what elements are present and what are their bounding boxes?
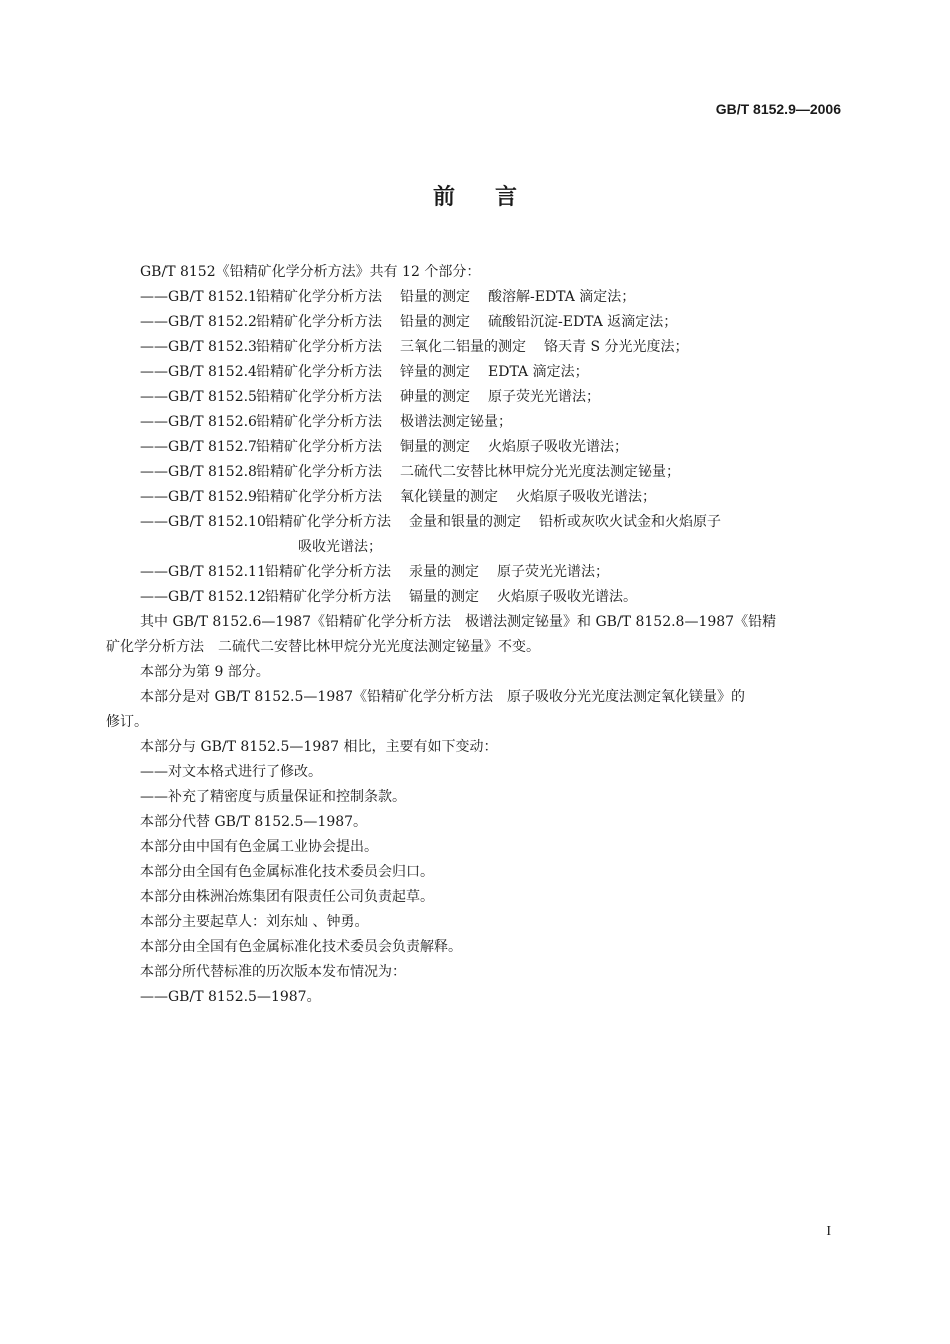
part-segment: 酸溶解-EDTA 滴定法； [488,289,636,305]
part-segment: 铅精矿化学分析方法 [256,439,382,455]
part-code: ——GB/T 8152.12 [140,589,266,605]
part-segment: 铅精矿化学分析方法 [256,339,382,355]
document-body [106,260,842,1010]
part-segment: 原子荧光光谱法； [488,389,600,405]
page-number: I [826,1224,831,1239]
part-code: ——GB/T 8152.1 [140,289,257,305]
part-segment: 铅量的测定 [400,289,470,305]
part-segment: 铬天青 S 分光光度法； [544,339,689,355]
part-code: ——GB/T 8152.6 [140,414,257,430]
list-item [106,385,842,410]
standard-number: GB/T 8152.9—2006 [715,101,841,117]
list-item [106,285,842,310]
part-code: ——GB/T 8152.11 [140,564,266,580]
part-code: ——GB/T 8152.9 [140,489,257,505]
page-title: 前言 [432,185,557,210]
list-item [106,410,842,435]
part-code: ——GB/T 8152.5 [140,389,257,405]
paragraph-line: 本部分为第 9 部分。 [140,664,270,680]
part-segment: 火焰原子吸收光谱法。 [497,589,637,605]
part-segment: 硫酸铅沉淀-EDTA 返滴定法； [488,314,678,330]
part-segment: 镉量的测定 [409,589,479,605]
part-segment: 铅精矿化学分析方法 [256,464,382,480]
list-item [106,485,842,510]
part-segment: 极谱法测定铋量； [400,414,512,430]
list-item [106,460,842,485]
list-item [106,560,842,585]
paragraph-line: 本部分是对 GB/T 8152.5—1987《铅精矿化学分析方法 原子吸收分光光度法测定氧化镁量》的 [140,689,746,705]
part-segment: 三氧化二铝量的测定 [400,339,526,355]
paragraph-line: 矿化学分析方法 二硫代二安替比林甲烷分光光度法测定铋量》不变。 [106,639,540,655]
paragraph-line: 本部分由中国有色金属工业协会提出。 [140,839,378,855]
paragraph-line: 本部分主要起草人：刘东灿 、钟勇。 [140,914,369,930]
paragraph-line: 修订。 [106,714,148,730]
part-segment: 铅精矿化学分析方法 [256,389,382,405]
part-code: ——GB/T 8152.2 [140,314,257,330]
part-segment: 原子荧光光谱法； [497,564,609,580]
change-item: ——补充了精密度与质量保证和控制条款。 [140,789,406,805]
part-code: ——GB/T 8152.8 [140,464,257,480]
part-segment: 锌量的测定 [400,364,470,380]
list-item [106,435,842,460]
paragraph-line: 本部分代替 GB/T 8152.5—1987。 [140,814,368,830]
part-segment: 火焰原子吸收光谱法； [488,439,628,455]
part-segment: 铅精矿化学分析方法 [256,489,382,505]
part-segment: 铅精矿化学分析方法 [256,364,382,380]
list-item [106,310,842,335]
part-code: ——GB/T 8152.4 [140,364,257,380]
part-segment: 铅精矿化学分析方法 [265,514,391,530]
part-segment: 金量和银量的测定 [409,514,521,530]
part-segment: EDTA 滴定法； [488,364,589,380]
part-segment: 铜量的测定 [400,439,470,455]
part-code: ——GB/T 8152.7 [140,439,257,455]
paragraph-line: 本部分所代替标准的历次版本发布情况为： [140,964,406,980]
part-segment: 铅精矿化学分析方法 [256,314,382,330]
list-item-continuation: 吸收光谱法； [298,539,382,555]
list-item [106,335,842,360]
list-item [106,585,842,610]
part-segment: 砷量的测定 [400,389,470,405]
part-segment: 铅精矿化学分析方法 [265,564,391,580]
part-segment: 汞量的测定 [409,564,479,580]
part-segment: 铅量的测定 [400,314,470,330]
paragraph-line: 本部分由株洲冶炼集团有限责任公司负责起草。 [140,889,434,905]
list-item [106,360,842,385]
paragraph-line: 其中 GB/T 8152.6—1987《铅精矿化学分析方法 极谱法测定铋量》和 GB/T 8152.8—1987《铅精 [140,614,777,630]
part-segment: 火焰原子吸收光谱法； [516,489,656,505]
list-item [106,510,842,535]
intro-paragraph: GB/T 8152《铅精矿化学分析方法》共有 12 个部分： [140,264,481,280]
paragraph-line: 本部分由全国有色金属标准化技术委员会归口。 [140,864,434,880]
paragraph-line: 本部分与 GB/T 8152.5—1987 相比，主要有如下变动： [140,739,498,755]
history-item: ——GB/T 8152.5—1987。 [140,989,321,1005]
part-segment: 铅精矿化学分析方法 [256,289,382,305]
part-segment: 氧化镁量的测定 [400,489,498,505]
change-item: ——对文本格式进行了修改。 [140,764,322,780]
paragraph-line: 本部分由全国有色金属标准化技术委员会负责解释。 [140,939,462,955]
part-code: ——GB/T 8152.10 [140,514,266,530]
parts-list [106,285,842,610]
part-segment: 二硫代二安替比林甲烷分光光度法测定铋量； [400,464,680,480]
part-segment: 铅精矿化学分析方法 [265,589,391,605]
part-segment: 铅析或灰吹火试金和火焰原子 [539,514,721,530]
part-segment: 铅精矿化学分析方法 [256,414,382,430]
part-code: ——GB/T 8152.3 [140,339,257,355]
